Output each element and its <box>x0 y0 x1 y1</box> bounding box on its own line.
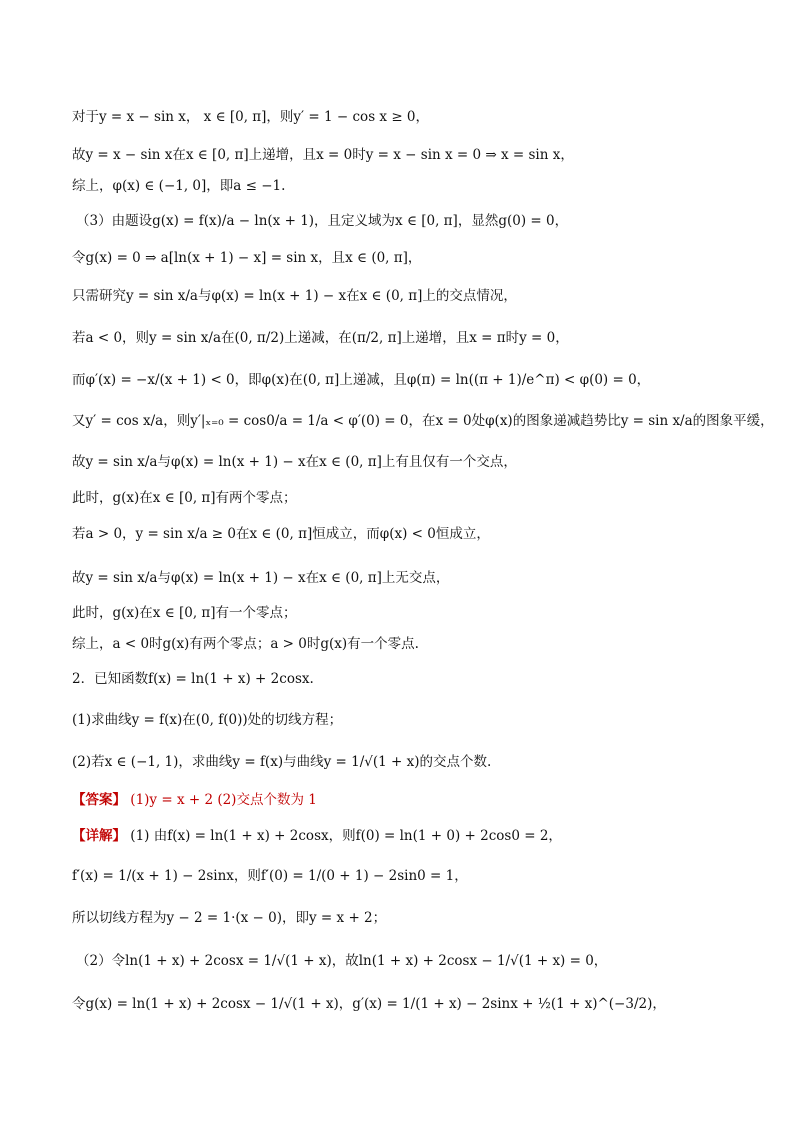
question-line: (2)若x ∈ (−1, 1)，求曲线y = f(x)与曲线y = 1/√(1 + x)的交点个数. <box>72 754 492 770</box>
text-line: 综上，a < 0时g(x)有两个零点；a > 0时g(x)有一个零点. <box>72 636 419 652</box>
text-line: 对于y = x − sin x， x ∈ [0, π]，则y′ = 1 − cos x ≥ 0， <box>72 109 430 125</box>
text-line: 故y = sin x/a与φ(x) = ln(x + 1) − x在x ∈ (0, π]上有且仅有一个交点， <box>72 454 517 470</box>
text-line: （3）由题设g(x) = f(x)/a − ln(x + 1)，且定义域为x ∈ [0, π]，显然g(0) = 0， <box>76 213 569 229</box>
text-line: 而φ′(x) = −x/(x + 1) < 0，即φ(x)在(0, π]上递减，且φ(π) = ln((π + 1)/e^π) < φ(0) = 0， <box>72 372 651 388</box>
answer-body: (1)y = x + 2 (2)交点个数为 1 <box>130 792 317 808</box>
text-line: 令g(x) = ln(1 + x) + 2cosx − 1/√(1 + x)，g′(x) = 1/(1 + x) − 2sinx + ½(1 + x)^(−3/2)， <box>72 996 666 1012</box>
text-line: 又y′ = cos x/a，则y′|ₓ₌₀ = cos0/a = 1/a < φ′(0) = 0，在x = 0处φ(x)的图象递减趋势比y = sin x/a的图象平缓， <box>72 413 774 429</box>
detail-tag: 【详解】 <box>72 828 126 844</box>
answer-line <box>72 790 754 810</box>
text-line: 此时，g(x)在x ∈ [0, π]有两个零点； <box>72 490 297 506</box>
text-line: f′(x) = 1/(x + 1) − 2sinx，则f′(0) = 1/(0 + 1) − 2sin0 = 1， <box>72 868 468 884</box>
text-line: 若a > 0，y = sin x/a ≥ 0在x ∈ (0, π]恒成立，而φ(x) < 0恒成立， <box>72 526 490 542</box>
answer-tag: 【答案】 <box>72 792 126 808</box>
text-line: 令g(x) = 0 ⇒ a[ln(x + 1) − x] = sin x，且x ∈ (0, π]， <box>72 250 422 266</box>
text-line: （2）令ln(1 + x) + 2cosx = 1/√(1 + x)，故ln(1 + x) + 2cosx − 1/√(1 + x) = 0， <box>76 953 608 969</box>
text-line: 故y = sin x/a与φ(x) = ln(x + 1) − x在x ∈ (0, π]上无交点， <box>72 570 450 586</box>
text-line: 只需研究y = sin x/a与φ(x) = ln(x + 1) − x在x ∈ (0, π]上的交点情况， <box>72 288 517 304</box>
detail-line <box>72 826 754 846</box>
question-line: (1)求曲线y = f(x)在(0, f(0))处的切线方程； <box>72 712 343 728</box>
detail-body: (1) 由f(x) = ln(1 + x) + 2cosx，则f(0) = ln(1 + 0) + 2cos0 = 2， <box>130 828 562 844</box>
text-line: 若a < 0，则y = sin x/a在(0, π/2)上递减，在(π/2, π]上递增，且x = π时y = 0， <box>72 330 569 346</box>
text-line: 综上，φ(x) ∈ (−1, 0]，即a ≤ −1. <box>72 178 286 194</box>
text-line: 所以切线方程为y − 2 = 1·(x − 0)，即y = x + 2； <box>72 910 387 926</box>
text-line: 此时，g(x)在x ∈ [0, π]有一个零点； <box>72 605 297 621</box>
question-line: 2．已知函数f(x) = ln(1 + x) + 2cosx. <box>72 671 314 687</box>
text-line: 故y = x − sin x在x ∈ [0, π]上递增，且x = 0时y = x − sin x = 0 ⇒ x = sin x， <box>72 147 574 163</box>
